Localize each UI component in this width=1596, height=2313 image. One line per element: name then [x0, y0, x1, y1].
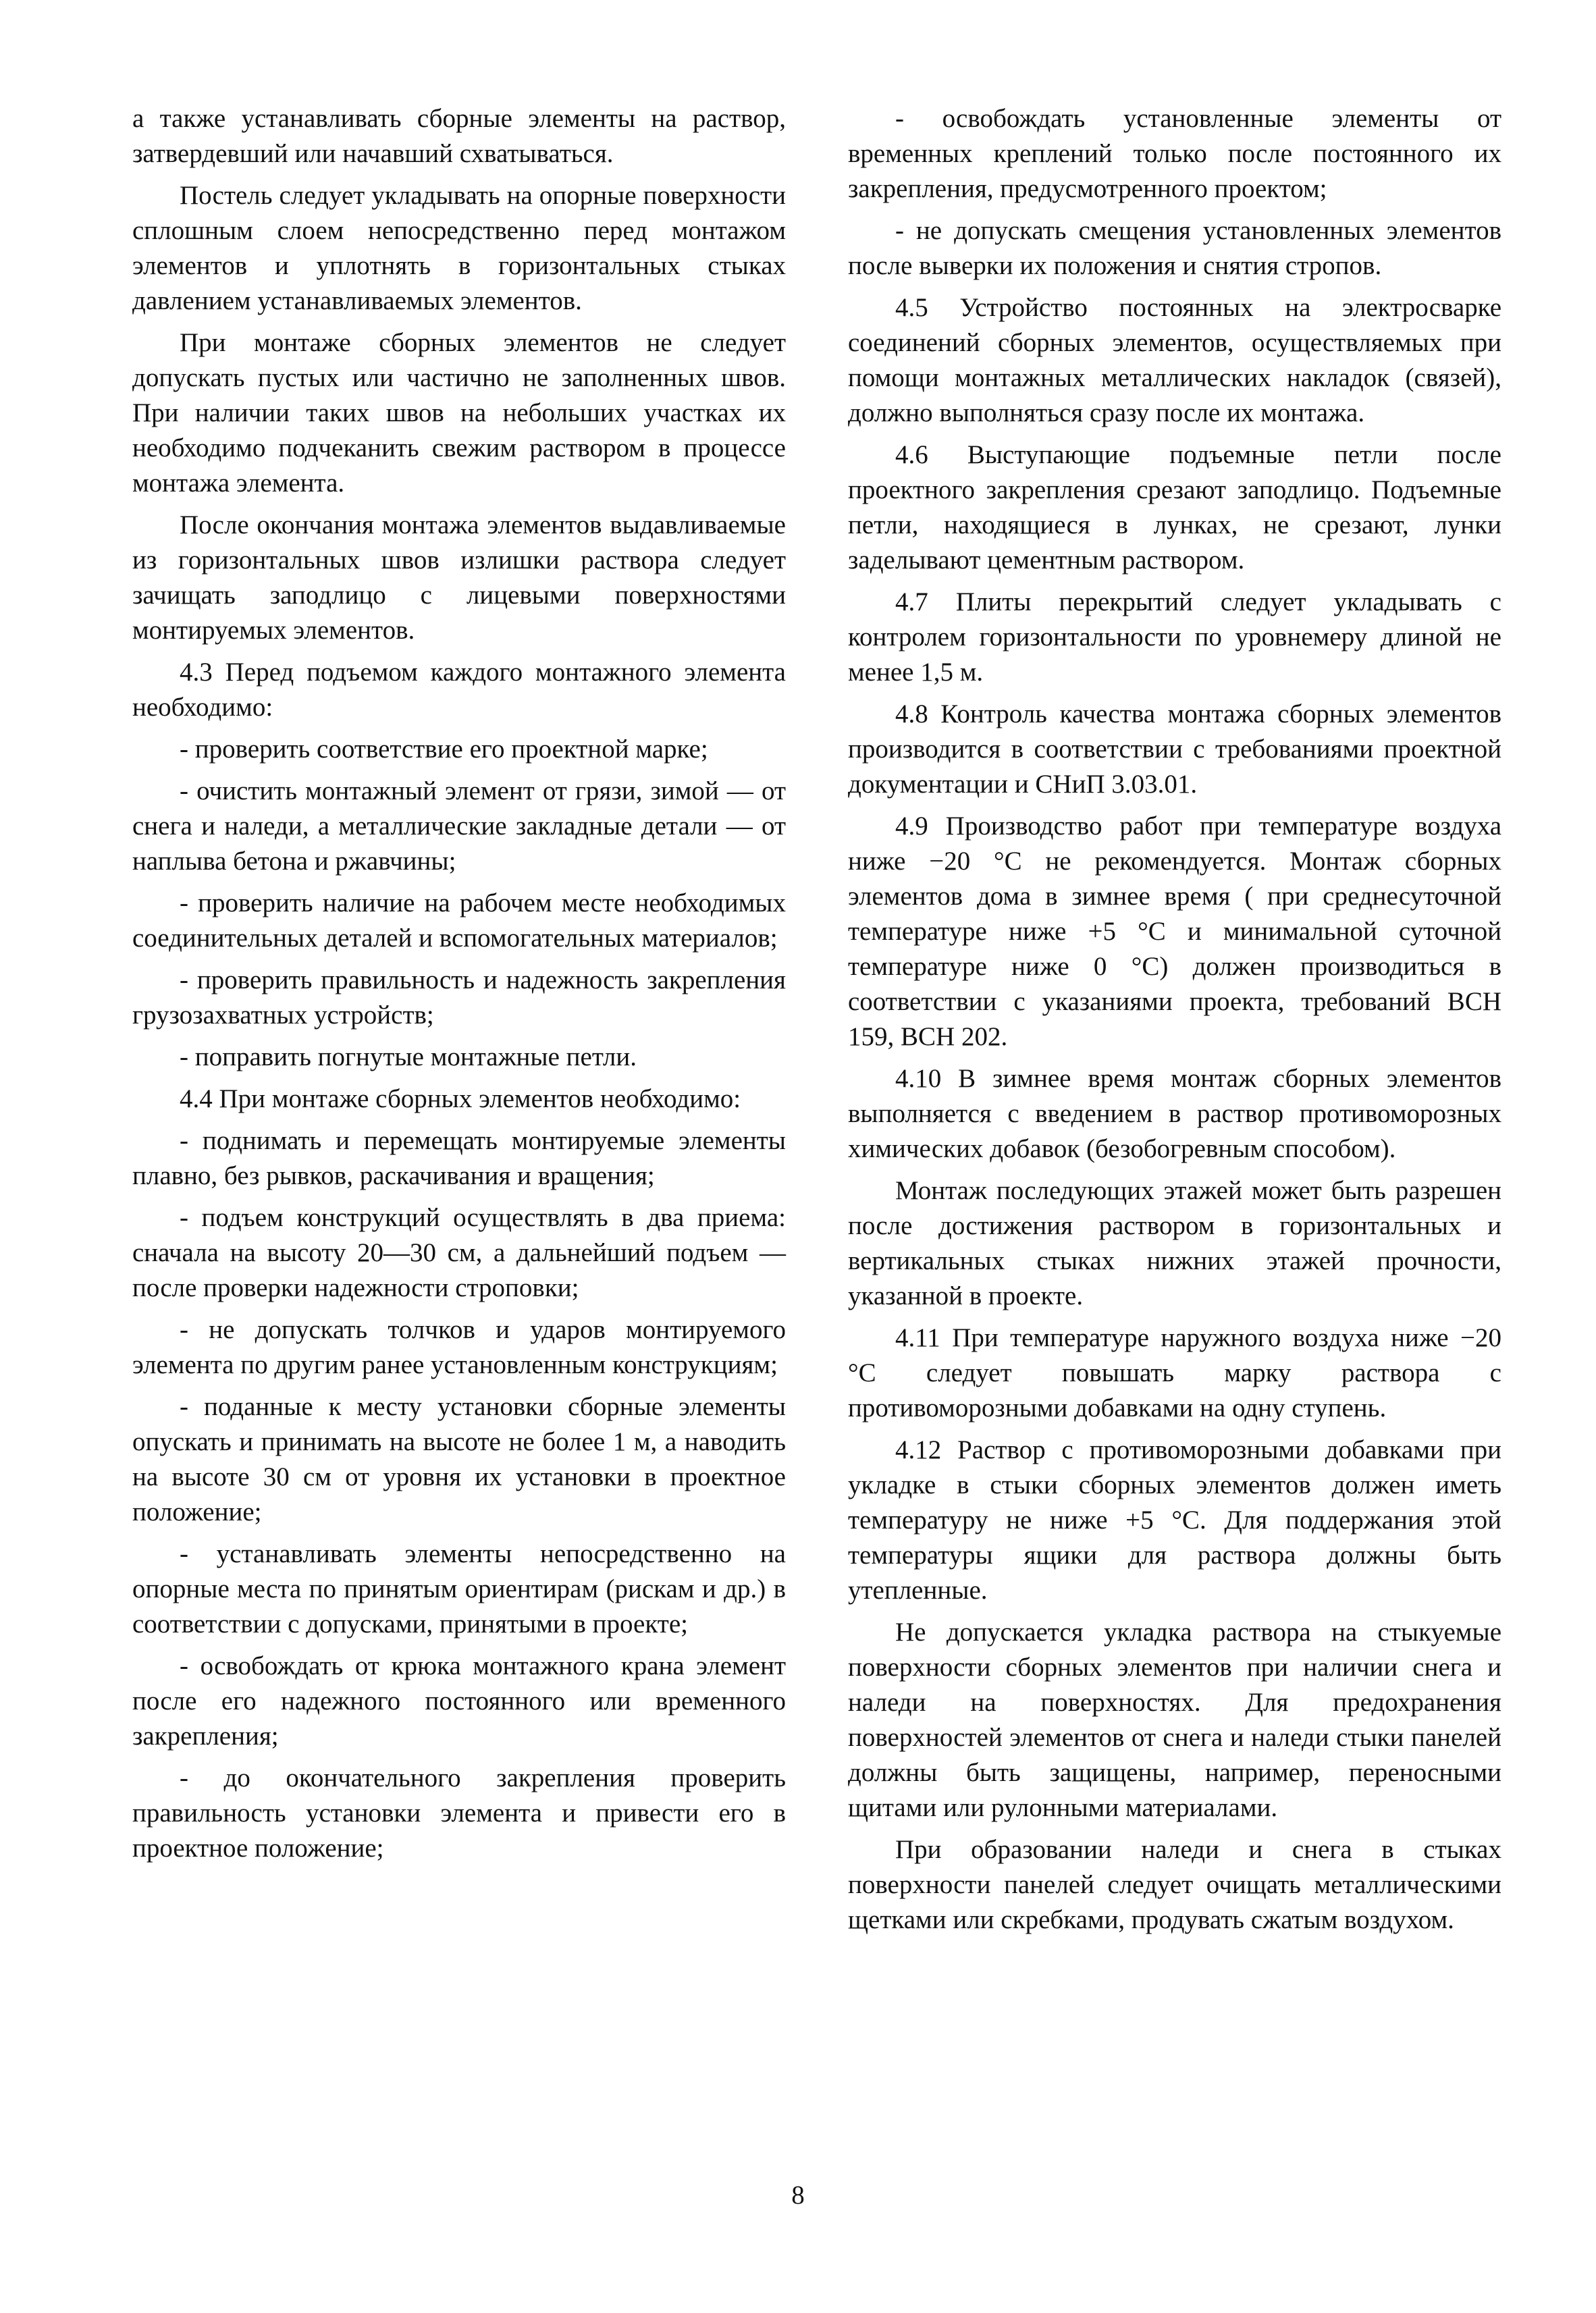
list-item: - устанавливать элементы непосредственно на опорные места по принятым ориентирам (рискам и др.) в соответствии с допусками, принятыми в проекте; — [132, 1539, 786, 1639]
section-4-5: 4.5 Устройство постоянных на электросварке соединений сборных элементов, осуществляемых при помощи монтажных металлических накладок (связей), должно выполняться сразу после их монтажа. — [848, 293, 1501, 427]
paragraph: При монтаже сборных элементов не следует допускать пустых или частично не заполненных швов. При наличии таких швов на небольших участках их необходимо подчеканить свежим раствором в процессе монтажа элемента. — [132, 328, 786, 498]
list-item: - не допускать толчков и ударов монтируемого элемента по другим ранее установленным конструкциям; — [132, 1315, 786, 1379]
paragraph: Не допускается укладка раствора на стыкуемые поверхности сборных элементов при наличии снега и наледи на поверхностях. Для предохранения поверхностей элементов от снега и наледи стыки панелей должны быть защищены, например, переносными щитами или рулонными материалами. — [848, 1618, 1501, 1822]
list-item: - проверить соответствие его проектной марке; — [180, 735, 708, 764]
paragraph: а также устанавливать сборные элементы на раствор, затвердевший или начавший схватываться. — [132, 104, 786, 168]
right-text-column — [848, 101, 1501, 1944]
section-4-6: 4.6 Выступающие подъемные петли после проектного закрепления срезают заподлицо. Подъемные петли, находящиеся в лунках, не срезают, лунки заделывают цементным раствором. — [848, 440, 1501, 575]
list-item: - очистить монтажный элемент от грязи, зимой — от снега и наледи, а металлические закладные детали — от наплыва бетона и ржавчины; — [132, 776, 786, 876]
page-number: 8 — [791, 2181, 805, 2210]
list-item: - освобождать установленные элементы от временных креплений только после постоянного их закрепления, предусмотренного проектом; — [848, 104, 1501, 203]
paragraph: Монтаж последующих этажей может быть разрешен после достижения раствором в горизонтальных и вертикальных стыках нижних этажей прочности, указанной в проекте. — [848, 1176, 1501, 1310]
section-4-9: 4.9 Производство работ при температуре воздуха ниже −20 °С не рекомендуется. Монтаж сборных элементов дома в зимнее время ( при среднесуточной температуре ниже +5 °С и минимальной суточной температуре ниже 0 °С) должен производиться в соответствии с указаниями проекта, требований ВСН 159, ВСН 202. — [848, 812, 1501, 1051]
left-text-column — [132, 101, 786, 1873]
list-item: - поданные к месту установки сборные элементы опускать и принимать на высоте не более 1 м, а наводить на высоте 30 см от уровня их установки в проектное положение; — [132, 1392, 786, 1526]
section-4-8: 4.8 Контроль качества монтажа сборных элементов производится в соответствии с требованиями проектной документации и СНиП 3.03.01. — [848, 699, 1501, 799]
paragraph: Постель следует укладывать на опорные поверхности сплошным слоем непосредственно перед монтажом элементов и уплотнять в горизонтальных стыках давлением устанавливаемых элементов. — [132, 181, 786, 315]
section-4-10: 4.10 В зимнее время монтаж сборных элементов выполняется с введением в раствор противоморозных химических добавок (безобогревным способом). — [848, 1064, 1501, 1163]
list-item: - поднимать и перемещать монтируемые элементы плавно, без рывков, раскачивания и вращения; — [132, 1126, 786, 1190]
list-item: - не допускать смещения установленных элементов после выверки их положения и снятия стропов. — [848, 216, 1501, 280]
section-4-11: 4.11 При температуре наружного воздуха ниже −20 °С следует повышать марку раствора с противоморозными добавками на одну ступень. — [848, 1323, 1501, 1423]
section-4-4-heading: 4.4 При монтаже сборных элементов необходимо: — [180, 1084, 741, 1113]
list-item: - поправить погнутые монтажные петли. — [180, 1042, 637, 1071]
section-4-3-heading: 4.3 Перед подъемом каждого монтажного элемента необходимо: — [132, 658, 786, 722]
list-item: - до окончательного закрепления проверить правильность установки элемента и привести его в проектное положение; — [132, 1763, 786, 1863]
section-4-7: 4.7 Плиты перекрытий следует укладывать с контролем горизонтальности по уровнемеру длиной не менее 1,5 м. — [848, 587, 1501, 687]
section-4-12: 4.12 Раствор с противоморозными добавками при укладке в стыки сборных элементов должен иметь температуру не ниже +5 °С. Для поддержания этой температуры ящики для раствора должны быть утепленные. — [848, 1435, 1501, 1605]
list-item: - проверить наличие на рабочем месте необходимых соединительных деталей и вспомогательных материалов; — [132, 888, 786, 953]
list-item: - подъем конструкций осуществлять в два приема: сначала на высоту 20—30 см, а дальнейший подъем — после проверки надежности строповки; — [132, 1203, 786, 1302]
list-item: - проверить правильность и надежность закрепления грузозахватных устройств; — [132, 965, 786, 1030]
paragraph: При образовании наледи и снега в стыках поверхности панелей следует очищать металлическими щетками или скребками, продувать сжатым воздухом. — [848, 1835, 1501, 1934]
paragraph: После окончания монтажа элементов выдавливаемые из горизонтальных швов излишки раствора следует зачищать заподлицо с лицевыми поверхностями монтируемых элементов. — [132, 510, 786, 645]
list-item: - освобождать от крюка монтажного крана элемент после его надежного постоянного или временного закрепления; — [132, 1651, 786, 1751]
